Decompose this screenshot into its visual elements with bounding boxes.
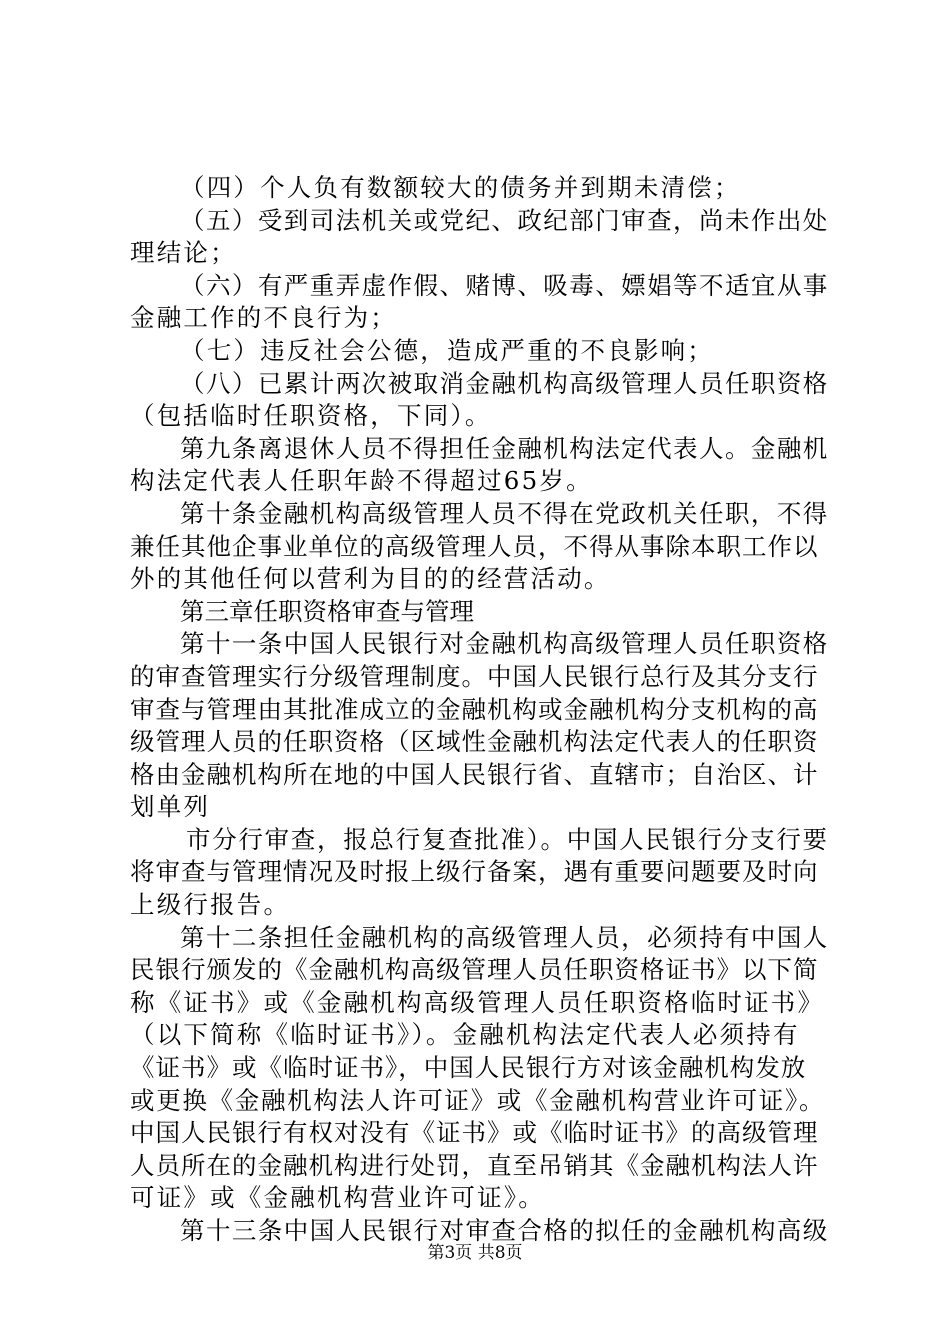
document-body [130, 172, 830, 1248]
text-line: 外的其他任何以营利为目的的经营活动。 [130, 564, 611, 594]
text-line: （四）个人负有数额较大的债务并到期未清偿； [180, 173, 741, 202]
text-line: 可证》或《金融机构营业许可证》。 [130, 1183, 545, 1213]
text-line: 第十二条担任金融机构的高级管理人员，必须持有中国人 [180, 922, 829, 952]
text-line: 民银行颁发的《金融机构高级管理人员任职资格证书》以下简 [130, 955, 819, 985]
section-heading: 第三章任职资格审查与管理 [180, 596, 474, 626]
text-line: （包括临时任职资格，下同）。 [130, 401, 492, 431]
text-line: （七）违反社会公德，造成严重的不良影响； [180, 335, 714, 365]
text-line: 《证书》或《临时证书》，中国人民银行方对该金融机构发放 [130, 1053, 807, 1083]
text-line: 第十三条中国人民银行对审查合格的拟任的金融机构高级 [180, 1216, 829, 1245]
text-line: 或更换《金融机构法人许可证》或《金融机构营业许可证》。 [130, 1085, 826, 1115]
text-line: 审查与管理由其批准成立的金融机构或金融机构分支机构的高 [130, 694, 819, 724]
text-line: （六）有严重弄虚作假、赌博、吸毒、嫖娼等不适宜从事 [180, 270, 829, 300]
text-line: 构法定代表人任职年龄不得超过65岁。 [130, 466, 593, 496]
text-line: （以下简称《临时证书》）。金融机构法定代表人必须持有 [130, 1020, 800, 1050]
text-line: 将审查与管理情况及时报上级行备案，遇有重要问题要及时向 [130, 857, 819, 887]
text-line: 的审查管理实行分级管理制度。中国人民银行总行及其分支行 [130, 661, 819, 691]
text-line: 人员所在的金融机构进行处罚，直至吊销其《金融机构法人许 [130, 1150, 819, 1180]
text-line: 格由金融机构所在地的中国人民银行省、直辖市；自治区、计 [130, 759, 819, 789]
text-line: 第十条金融机构高级管理人员不得在党政机关任职，不得 [180, 498, 829, 528]
text-line: 市分行审查，报总行复查批准）。中国人民银行分支行要 [186, 824, 829, 854]
text-line: 理结论； [130, 238, 237, 268]
text-line: （八）已累计两次被取消金融机构高级管理人员任职资格 [180, 368, 829, 398]
text-line: 中国人民银行有权对没有《证书》或《临时证书》的高级管理 [130, 1118, 819, 1148]
text-line: 第九条离退休人员不得担任金融机构法定代表人。金融机 [180, 433, 829, 463]
text-line: 级管理人员的任职资格（区域性金融机构法定代表人的任职资 [130, 727, 819, 757]
text-line: 划单列 [130, 792, 211, 822]
text-line: 兼任其他企事业单位的高级管理人员，不得从事除本职工作以 [130, 531, 819, 561]
text-line: 上级行报告。 [130, 890, 291, 920]
page-number: 第3页 共8页 [427, 1243, 523, 1263]
text-line: 金融工作的不良行为； [130, 303, 397, 333]
text-line: 第十一条中国人民银行对金融机构高级管理人员任职资格 [180, 629, 829, 659]
text-line: 称《证书》或《金融机构高级管理人员任职资格临时证书》 [130, 987, 825, 1017]
text-line: （五）受到司法机关或党纪、政纪部门审查，尚未作出处 [180, 205, 829, 235]
